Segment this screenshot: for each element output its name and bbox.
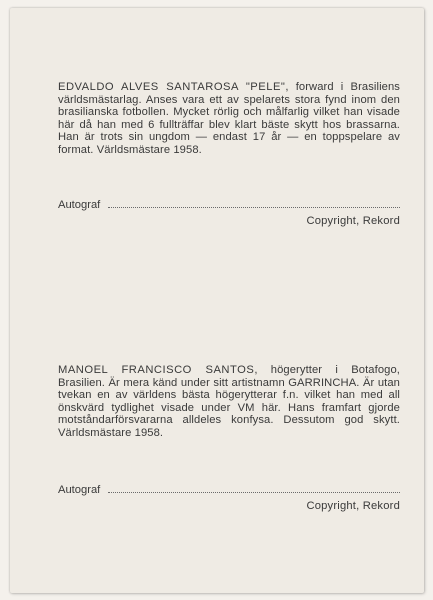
player-bio — [58, 81, 400, 157]
copyright-text: Copyright, Rekord — [306, 499, 400, 512]
player-description: , högerytter i Botafogo, Brasilien. Är mera känd under sitt artistnamn GARRINCHA. Är utan tvekan en av världens bästa högerytterar f.n. vilket han med all önskvärd tydlighet visade under VM här. Hans framfart gjorde motståndarförsvararna alldeles konfysa. Dessutom god skytt. Världsmästare 1958. — [58, 364, 401, 439]
autograph-label: Autograf — [58, 483, 101, 496]
autograph-line — [58, 199, 400, 213]
player-entry-garrincha — [58, 364, 400, 512]
autograph-line — [58, 484, 400, 498]
autograph-label: Autograf — [58, 198, 101, 211]
player-entry-pele — [58, 81, 400, 227]
copyright-text: Copyright, Rekord — [306, 214, 400, 227]
dotted-signature-line — [108, 199, 400, 208]
player-description: , forward i Brasiliens världsmästarlag. Anses vara ett av spelarets stora fynd inom den brasilianska fotbollen. Mycket rörlig och målfarlig vilket han visade här då han med 6 fullträffar blev klart bäste skytt hos brassarna. Han är trots sin ungdom — endast 17 år — en toppspelare av format. Världsmästare 1958. — [58, 81, 400, 156]
player-bio — [58, 364, 400, 440]
player-name: MANOEL FRANCISCO SANTOS — [58, 364, 255, 376]
dotted-signature-line — [108, 484, 400, 493]
player-name: EDVALDO ALVES SANTAROSA "PELE" — [58, 81, 286, 93]
trading-card-back — [10, 8, 424, 593]
